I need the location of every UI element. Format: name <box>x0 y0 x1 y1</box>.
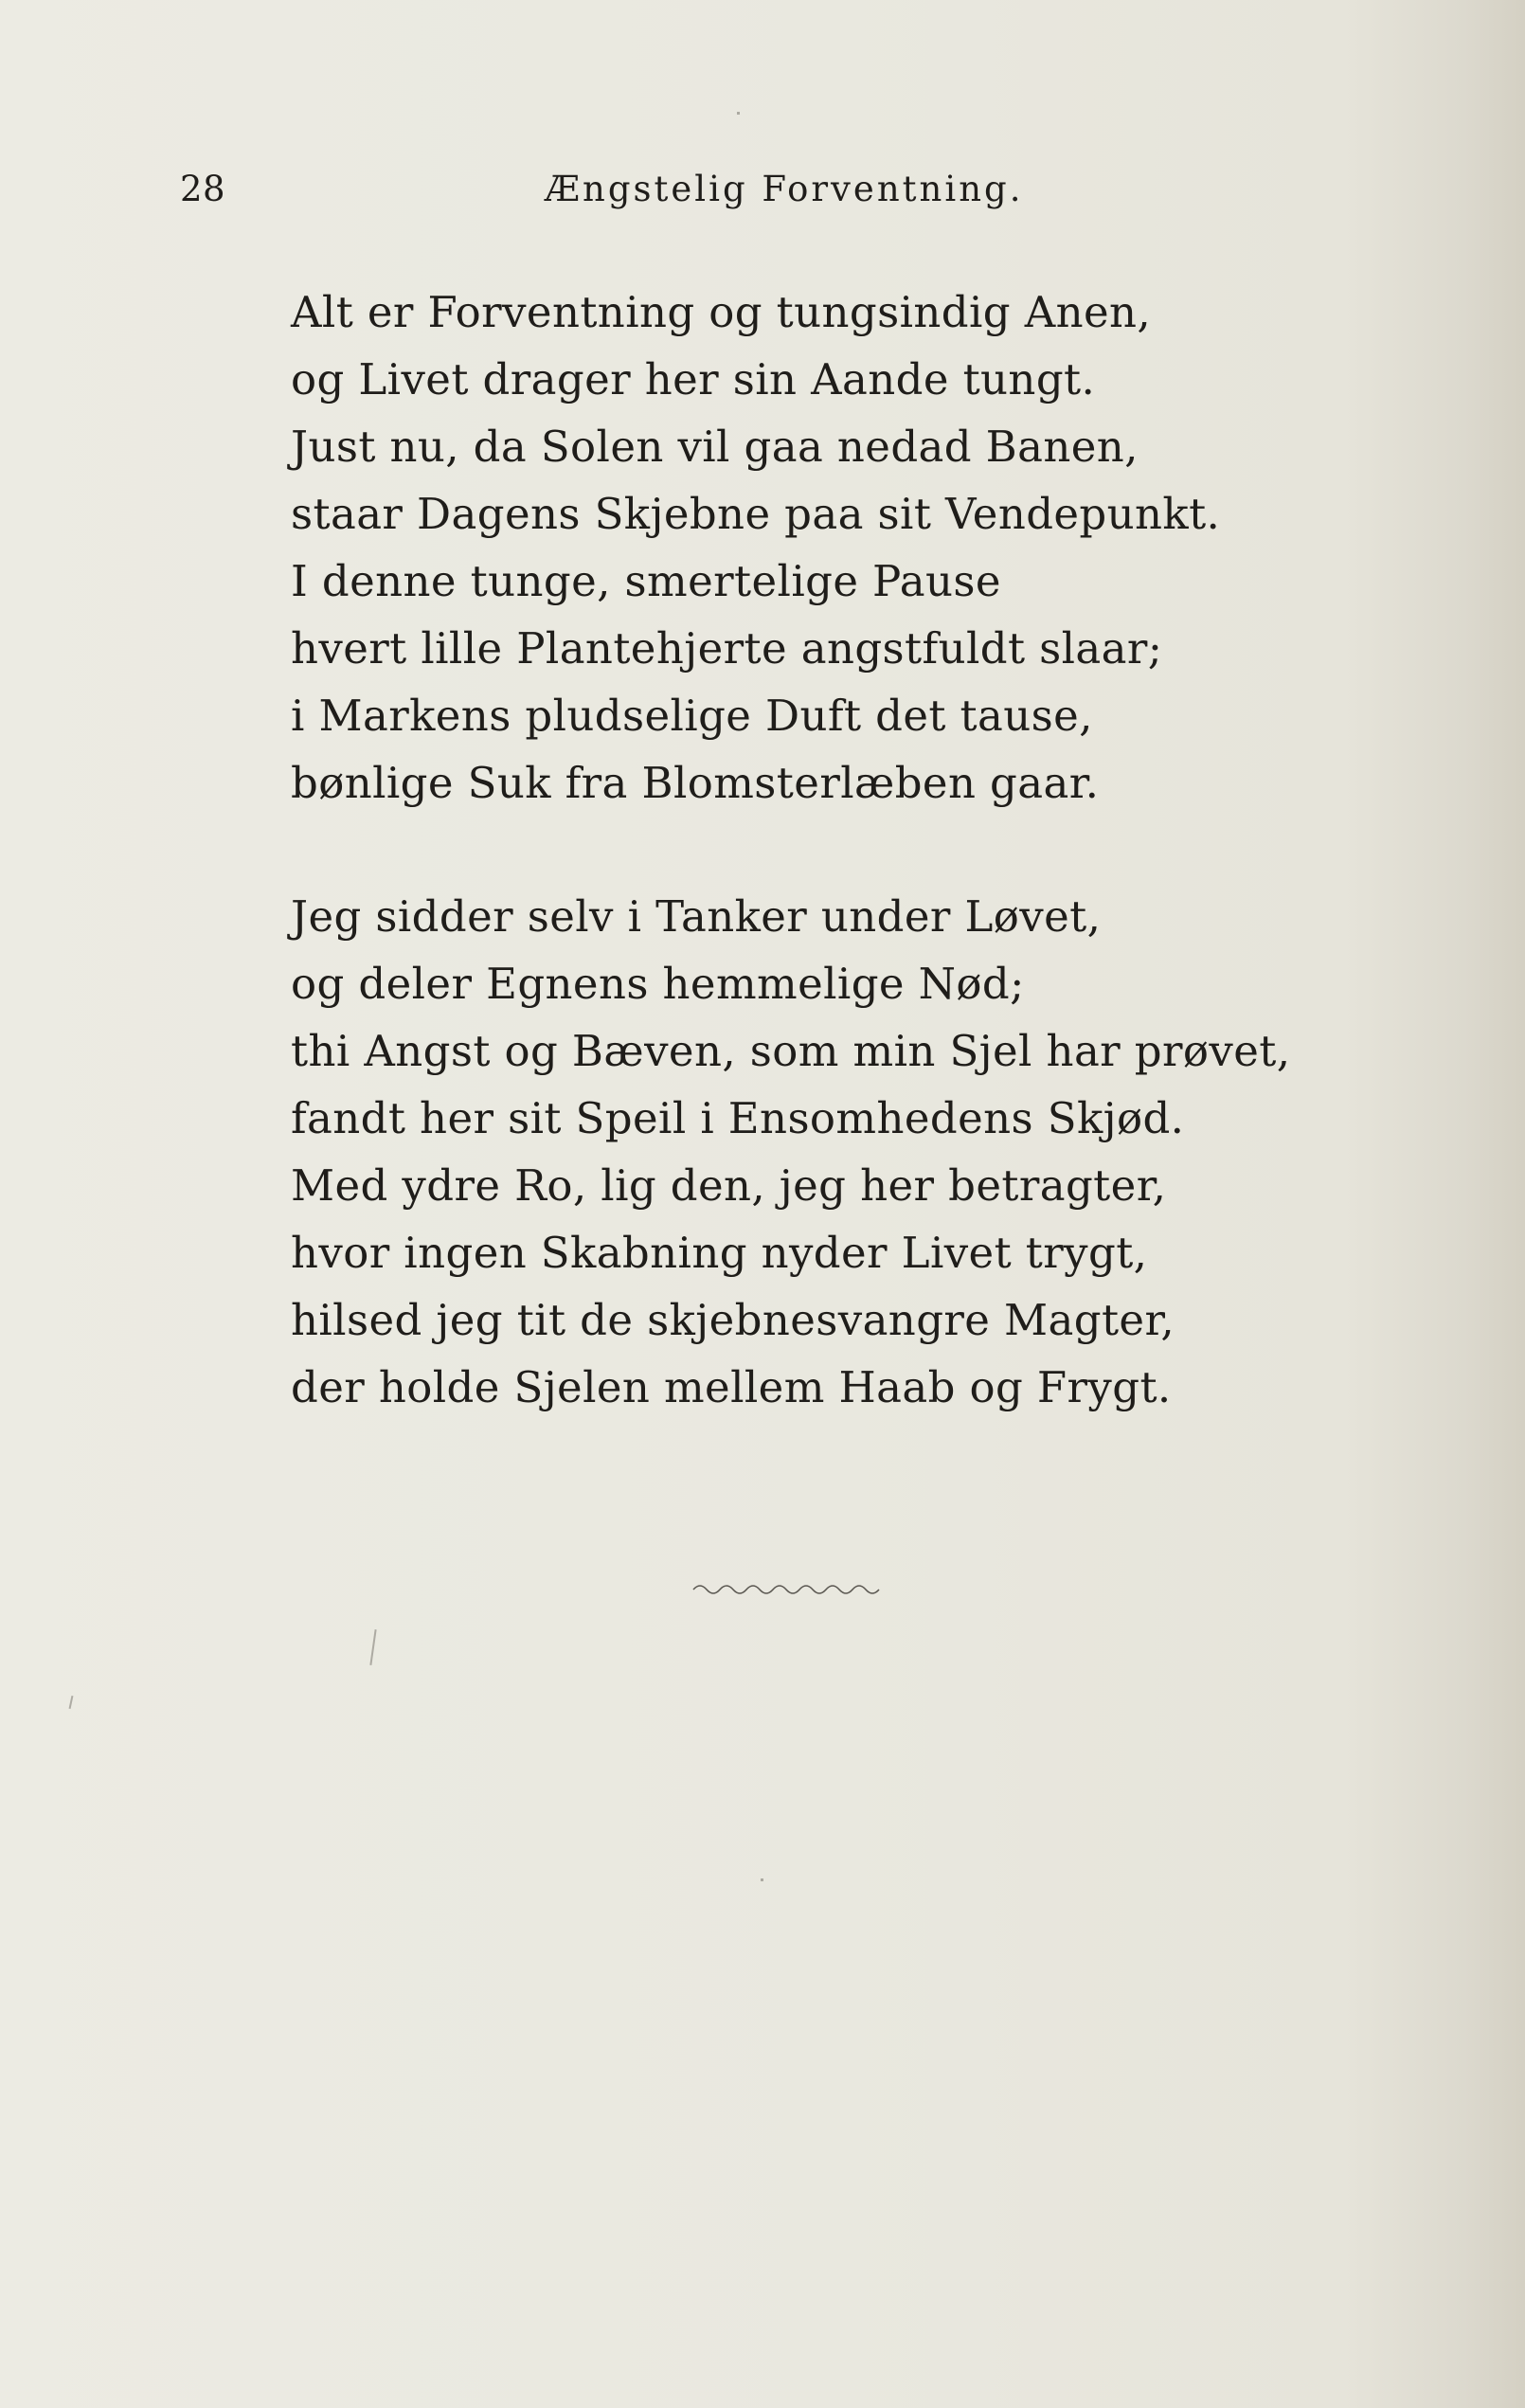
verse-line: I denne tunge, smertelige Pause <box>291 556 1001 606</box>
print-speck <box>737 112 740 115</box>
verse-line: og Livet drager her sin Aande tungt. <box>291 354 1096 404</box>
stanza-1 <box>291 279 1427 817</box>
verse-line: hilsed jeg tit de skjebnesvangre Magter, <box>291 1295 1175 1345</box>
print-speck <box>761 1878 763 1881</box>
verse-line: Alt er Forventning og tungsindig Anen, <box>291 287 1152 337</box>
wavy-line-ornament-icon <box>691 1578 885 1597</box>
verse-line: der holde Sjelen mellem Haab og Frygt. <box>291 1362 1172 1412</box>
verse-line: hvert lille Plantehjerte angstfuldt slaar; <box>291 623 1163 674</box>
verse-line: thi Angst og Bæven, som min Sjel har prøvet, <box>291 1026 1291 1076</box>
verse-line: Jeg sidder selv i Tanker under Løvet, <box>291 891 1102 942</box>
print-speck <box>69 1696 74 1709</box>
verse-line: i Markens pludselige Duft det tause, <box>291 691 1093 741</box>
running-title: Ængstelig Forventning. <box>545 169 1024 209</box>
verse-line: staar Dagens Skjebne paa sit Vendepunkt. <box>291 489 1221 539</box>
poem <box>291 279 1427 1421</box>
verse-line: hvor ingen Skabning nyder Livet trygt, <box>291 1228 1148 1278</box>
verse-line: Just nu, da Solen vil gaa nedad Banen, <box>291 422 1139 472</box>
verse-line: fandt her sit Speil i Ensomhedens Skjød. <box>291 1093 1185 1143</box>
verse-line: og deler Egnens hemmelige Nød; <box>291 959 1025 1009</box>
verse-line: Med ydre Ro, lig den, jeg her betragter, <box>291 1160 1167 1211</box>
verse-line: bønlige Suk fra Blomsterlæben gaar. <box>291 758 1100 808</box>
print-speck <box>369 1629 376 1665</box>
stanza-2 <box>291 883 1427 1421</box>
page-number: 28 <box>180 169 226 209</box>
